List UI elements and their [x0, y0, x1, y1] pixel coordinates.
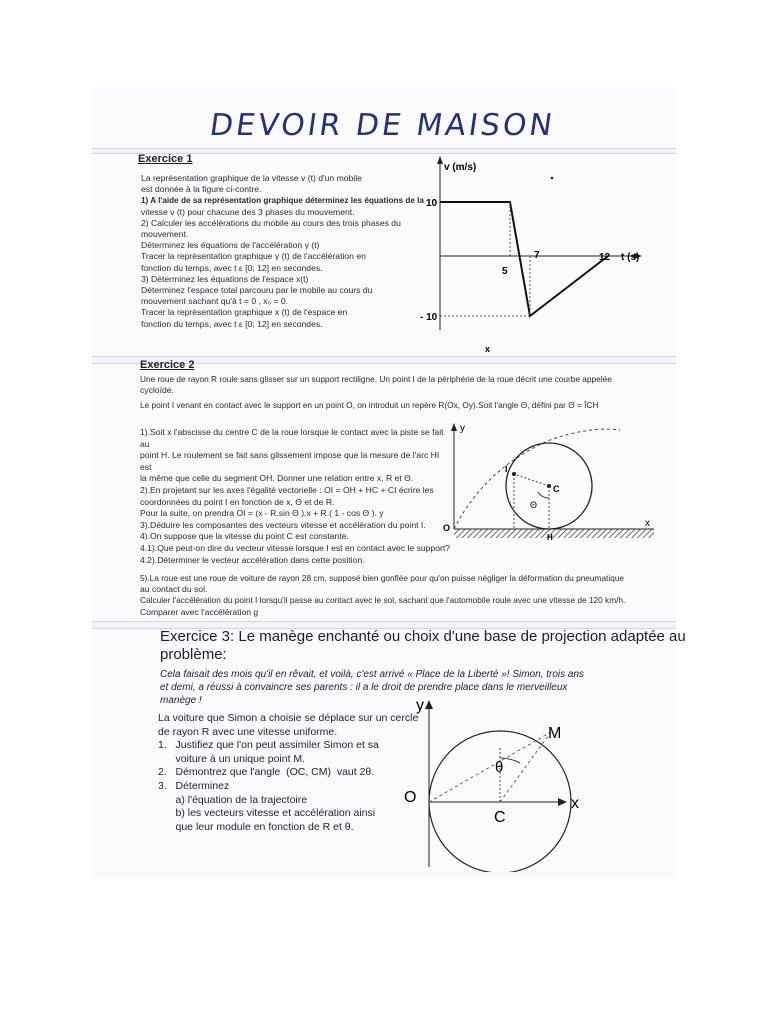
- exercise-1-text: [141, 173, 426, 330]
- text-line: 3. Déterminez: [158, 779, 230, 792]
- text-line: 5).La roue est une roue de voiture de rayon 28 cm, supposé bien gonflée pour qu'on puisse négliger la déformation du pneumatique: [140, 573, 625, 583]
- text-line: Cela faisait des mois qu'il en rêvait, et voilà, c'est arrivé « Place de la Liberté »! Simon, trois ans: [160, 669, 585, 680]
- text-line: fonction du temps, avec t ε [0; 12] en secondes.: [141, 318, 323, 329]
- text-line: 4.2).Déterminer le vecteur accélération dans cette position.: [140, 554, 365, 565]
- exercise-3-heading: [160, 628, 686, 664]
- text-line: 4).On suppose que la vitesse du point C est constante.: [140, 531, 349, 542]
- y-axis-arrow: [451, 423, 457, 431]
- point-i-label: I: [505, 464, 508, 474]
- point-c-label: C: [494, 809, 506, 826]
- text-line: que leur module en fonction de R et θ.: [158, 820, 354, 833]
- exercise-3-questions: [158, 712, 418, 834]
- text-line: 2. Démontrez que l'angle (OC, CM) vaut 2θ.: [158, 766, 375, 779]
- text-line: 2) Calculer les accélérations du mobile au cours des trois phases du: [141, 217, 401, 228]
- text-line: au contact du sol.: [140, 584, 208, 595]
- velocity-curve: [440, 202, 608, 316]
- x-axis-label: x: [571, 795, 579, 812]
- text-line: Déterminez l'espace total parcouru par le mobile au cours du: [141, 285, 373, 296]
- text-line: 2).En projetant sur les axes l'égalité vectorielle : OI = OH + HC + CI écrire les: [140, 484, 434, 495]
- text-line: la même que celle du segment OH. Donner une relation entre x, R et Θ.: [140, 473, 414, 484]
- carousel-figure: [395, 692, 605, 872]
- stray-dot: [551, 177, 554, 180]
- text-line: 3) Déterminez les équations de l'espace x(t): [141, 273, 309, 284]
- x-axis-label: x: [645, 518, 650, 529]
- text-line: 1. Justifiez que l'on peut assimiler Simon et sa: [158, 739, 379, 752]
- text-line: Pour la suite, on prendra OI = (x - R.sin Θ ).x + R.( 1 - cos Θ ). y: [140, 508, 384, 519]
- text-line: 1) A l'aide de sa représentation graphique déterminez les équations de la: [141, 196, 424, 206]
- theta-label: Θ: [530, 500, 538, 510]
- text-line: voiture à un unique point M.: [158, 752, 306, 765]
- tick-label: - 10: [420, 312, 438, 323]
- text-line: 1).Soit x l'abscisse du centre C de la roue lorsque le contact avec la piste se fait au: [140, 427, 444, 449]
- text-line: b) les vecteurs vitesse et accélération ainsi: [158, 807, 376, 820]
- exercise-1-heading: Exercice 1: [138, 153, 193, 165]
- text-line: coordonnées du point I en fonction de x, Θ et de R.: [140, 496, 335, 507]
- text-line: mouvement.: [141, 229, 189, 240]
- text-line: a) l'équation de la trajectoire: [158, 793, 308, 806]
- origin-label: O: [443, 523, 451, 533]
- angle-arc: [538, 492, 549, 498]
- text-line: Tracer la représentation graphique γ (t) de l'accélération en: [141, 251, 366, 262]
- y-axis-label: y: [416, 697, 424, 714]
- page-title: DEVOIR DE MAISON: [207, 108, 558, 143]
- text-line: Déterminez les équations de l'accélération γ (t): [141, 240, 320, 251]
- tick-label: 12: [599, 252, 611, 263]
- text-line: Le point I venant en contact avec le support en un point O, on introduit un repère R(Ox, Oy).Soit l'angle Θ, défini par Θ = ÎCH: [140, 400, 599, 411]
- tick-label: 10: [426, 198, 438, 209]
- t-axis-label: t (s): [621, 252, 640, 263]
- point-c: [547, 484, 551, 488]
- text-line: Tracer la représentation graphique x (t) de l'espace en: [141, 307, 348, 318]
- tick-label: 5: [502, 266, 508, 277]
- x-axis-arrow: [558, 798, 567, 806]
- text-line: fonction du temps, avec t ε [0; 12] en secondes.: [141, 262, 323, 273]
- text-line: Une roue de rayon R roule sans glisser sur un support rectiligne. Un point I de la périphérie de la roue décrit une courbe appelée: [140, 374, 612, 384]
- v-axis-arrow: [437, 156, 443, 164]
- point-h-label: H: [547, 533, 553, 542]
- theta-label: θ: [495, 759, 504, 776]
- exercise-3-number: Exercice 3: [160, 628, 231, 645]
- exercise-2-heading: Exercice 2: [140, 359, 195, 371]
- exercise-3-title-2: problème:: [160, 646, 227, 663]
- radius-cm: [500, 732, 551, 802]
- stray-label: x: [485, 344, 491, 354]
- text-line: est donnée à la figure ci-contre.: [141, 184, 262, 195]
- tick-label: 7: [534, 250, 540, 261]
- cycloid-figure: [440, 418, 660, 548]
- ground-hatching: [454, 529, 654, 538]
- origin-label: O: [404, 789, 417, 806]
- radius-ci: [514, 474, 549, 486]
- velocity-graph: [400, 150, 660, 360]
- text-line: La représentation graphique de la vitesse v (t) d'un mobile: [141, 173, 362, 183]
- exercise-2-intro: [140, 374, 650, 412]
- point-c-label: C: [553, 484, 560, 494]
- v-axis-label: v (m/s): [444, 162, 477, 173]
- text-line: mouvement sachant qu'à t = 0 , x₀ = 0.: [141, 296, 289, 307]
- text-line: vitesse v (t) pour chacune des 3 phases du mouvement.: [141, 206, 355, 217]
- radius-om: [429, 732, 551, 802]
- point-m-label: M: [548, 725, 562, 742]
- y-axis-arrow: [425, 700, 433, 709]
- y-axis-label: y: [460, 423, 465, 434]
- text-line: Comparer avec l'accélération g: [140, 606, 259, 617]
- exercise-3-title: : Le manège enchanté ou choix d'une base de projection adaptée au: [230, 628, 686, 645]
- text-line: point H. Le roulement se fait sans glissement impose que la mesure de l'arc HI est: [140, 450, 440, 472]
- text-line: cycloïde.: [140, 385, 174, 396]
- text-line: et demi, a réussi à convaincre ses parents : il a le droit de prendre place dans le merveilleux: [160, 682, 568, 693]
- text-line: 4.1).Que peut-on dire du vecteur vitesse lorsque I est en contact avec le support?: [140, 542, 451, 553]
- text-line: de rayon R avec une vitesse uniforme.: [158, 725, 338, 738]
- point-i: [512, 472, 516, 476]
- text-line: Calculer l'accélération du point I lorsqu'il passe au contact avec le sol, sachant que l'automobile roule avec une vitesse de 120 km/h.: [140, 595, 626, 606]
- text-line: 3).Déduire les composantes des vecteurs vitesse et accélération du point I.: [140, 519, 426, 530]
- exercise-2-part-5: [140, 573, 660, 618]
- text-line: manège !: [160, 695, 202, 706]
- text-line: La voiture que Simon a choisie se déplace sur un cercle: [158, 712, 419, 724]
- exercise-2-questions: [140, 427, 452, 566]
